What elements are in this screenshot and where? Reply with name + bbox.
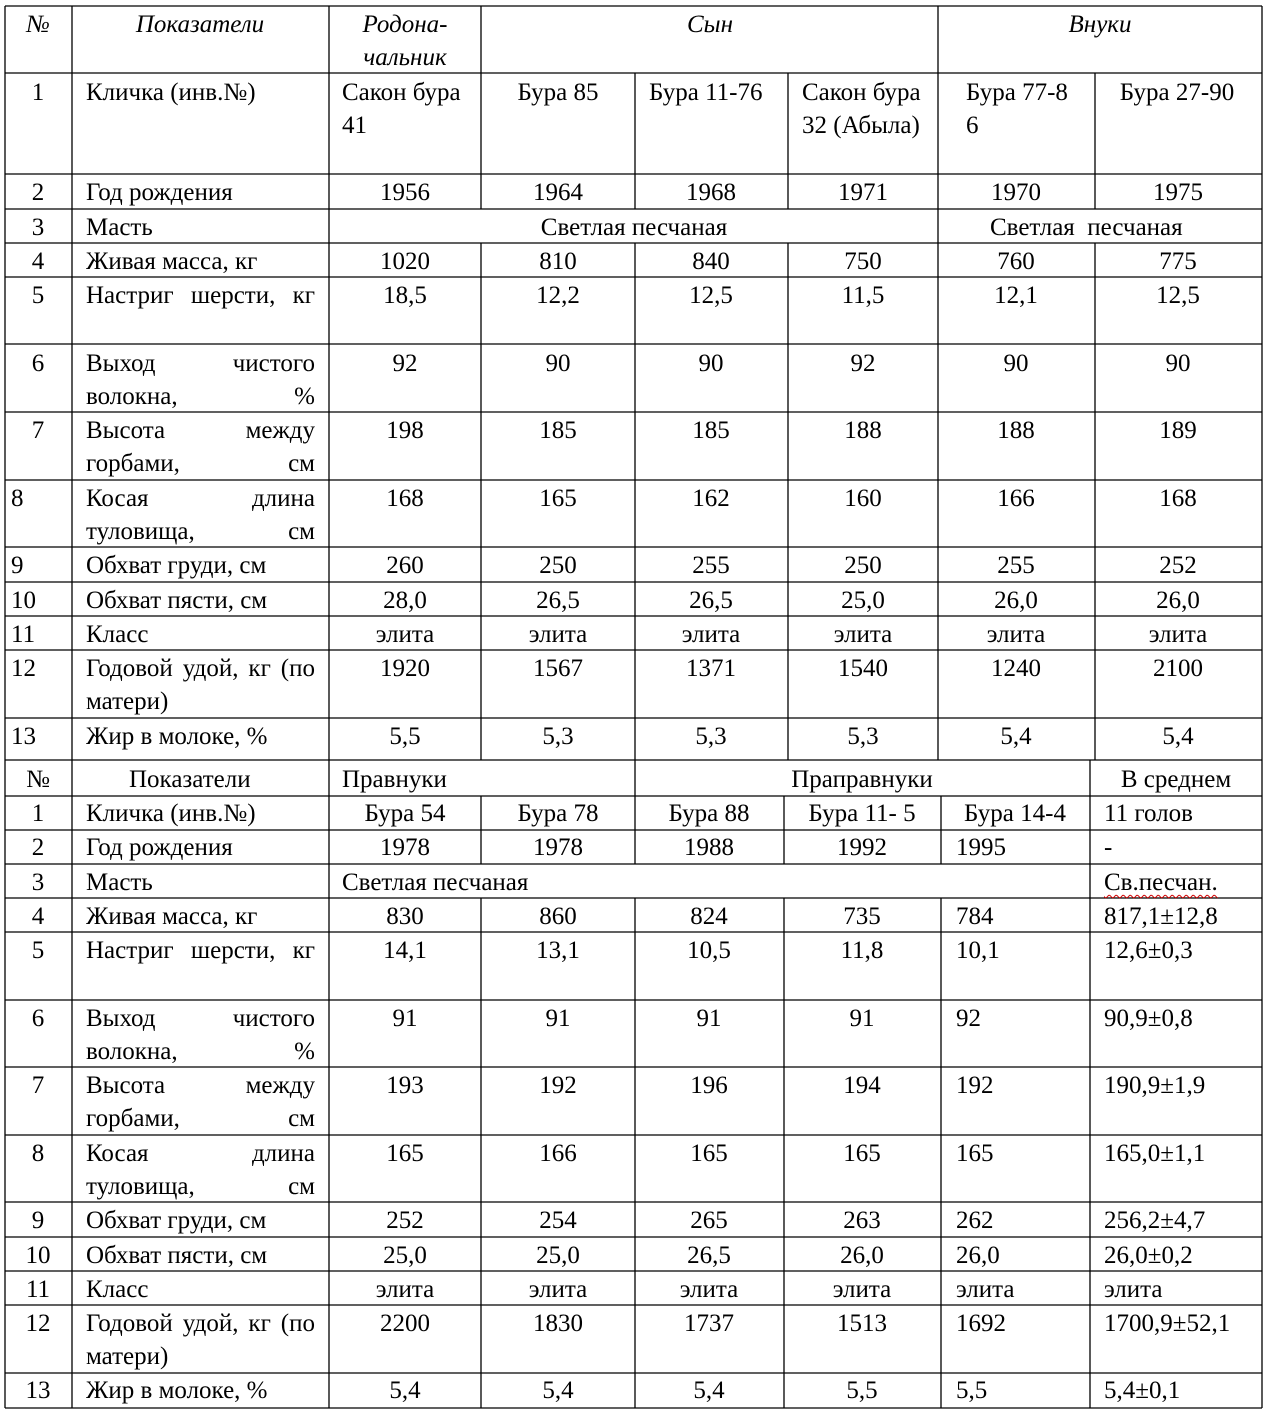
table-cell: 1567 [533, 655, 583, 682]
table-cell: 26,0 [994, 587, 1038, 614]
table-cell: 5,4 [693, 1377, 725, 1404]
table-cell: 256,2±4,7 [1104, 1207, 1206, 1234]
table-cell: 193 [386, 1072, 424, 1099]
row-number: 1 [31, 800, 45, 827]
table-cell: 12,2 [536, 282, 580, 309]
table-cell: 12,5 [689, 282, 733, 309]
year-cell: 1970 [991, 179, 1041, 206]
table-cell: 90 [1003, 350, 1029, 377]
row-number: 13 [11, 723, 36, 750]
row-number: 12 [25, 1310, 51, 1337]
table-cell: 1692 [956, 1310, 1006, 1337]
color-cell: Светлая песчаная [990, 214, 1183, 241]
table-cell: 92 [850, 350, 876, 377]
table-cell: 26,5 [689, 587, 733, 614]
year-cell: 1988 [684, 834, 734, 861]
table-cell: 1513 [837, 1310, 887, 1337]
table-cell: элита [832, 1276, 892, 1303]
table-cell: 250 [539, 552, 577, 579]
table-cell: элита [986, 621, 1046, 648]
table-cell: 13,1 [536, 937, 580, 964]
table-cell: элита [679, 1276, 739, 1303]
table-cell: 25,0 [536, 1242, 580, 1269]
color-cell: Св.песчан. [1104, 869, 1218, 896]
row-number: 4 [31, 903, 45, 930]
table-cell: 12,6±0,3 [1104, 937, 1193, 964]
year-cell: 1978 [380, 834, 430, 861]
label-length: Косая длина туловища, см [86, 485, 315, 545]
row-number: 11 [25, 1276, 51, 1303]
table-cell: элита [375, 621, 435, 648]
header-num: № [26, 11, 50, 38]
row-number: 8 [31, 1140, 45, 1167]
table-cell: 255 [997, 552, 1035, 579]
table-cell: 784 [956, 903, 994, 930]
table-cell: 194 [843, 1072, 881, 1099]
year-cell: 1995 [956, 834, 1006, 861]
table-cell: 190,9±1,9 [1104, 1072, 1206, 1099]
table-cell: 1371 [686, 655, 736, 682]
table-cell: 5,4 [1162, 723, 1194, 750]
table-cell: 775 [1159, 248, 1197, 275]
table-cell: 26,0 [1156, 587, 1200, 614]
row-number: 13 [25, 1377, 51, 1404]
year-cell: 1964 [533, 179, 583, 206]
label-fat: Жир в молоке, % [86, 723, 268, 750]
table-cell: 5,5 [846, 1377, 878, 1404]
header-founder-line2: чальник [363, 44, 447, 71]
label-height: Высота между горбами, см [86, 417, 315, 477]
table-cell: 188 [844, 417, 882, 444]
name-cell: Бура 78 [517, 800, 599, 827]
label-class: Класс [86, 1276, 149, 1303]
table-cell: 11,5 [841, 282, 885, 309]
table-cell: 166 [997, 485, 1035, 512]
label-color: Масть [86, 869, 153, 896]
table-cell: 254 [539, 1207, 577, 1234]
table-cell: 5,4±0,1 [1104, 1377, 1181, 1404]
row-number: 3 [31, 214, 45, 241]
table-cell: 14,1 [383, 937, 427, 964]
table-cell: элита [375, 1276, 435, 1303]
row-number: 6 [31, 350, 45, 377]
color-cell: Светлая песчаная [540, 214, 728, 241]
row-number: 1 [31, 79, 45, 106]
year-cell: 1992 [837, 834, 887, 861]
table-cell: 165 [843, 1140, 881, 1167]
table-cell: 830 [386, 903, 424, 930]
name-cell: Бура 77-86 [966, 79, 1068, 139]
name-cell: Сакон бура 41 [342, 79, 461, 139]
table-cell: 860 [539, 903, 577, 930]
table-cell: элита [956, 1276, 1015, 1303]
table-cell: 26,5 [536, 587, 580, 614]
label-weight: Живая масса, кг [86, 903, 258, 930]
table-cell: 255 [692, 552, 730, 579]
table-cell: элита [1104, 1276, 1163, 1303]
header-average: В среднем [1120, 766, 1232, 793]
table-cell: 263 [843, 1207, 881, 1234]
table-cell: 92 [956, 1005, 981, 1032]
table-cell: 18,5 [383, 282, 427, 309]
header-great-great-grandsons: Праправнуки [791, 766, 933, 793]
table-cell: 1830 [533, 1310, 583, 1337]
header-great-grandsons: Правнуки [342, 766, 447, 793]
year-cell: 1978 [533, 834, 583, 861]
table-cell: 1700,9±52,1 [1104, 1310, 1231, 1337]
table-cell: 192 [539, 1072, 577, 1099]
table-cell: элита [528, 621, 588, 648]
header-indicators: Показатели [129, 766, 251, 793]
table-cell: 10,1 [956, 937, 1000, 964]
label-length: Косая длина туловища, см [86, 1140, 315, 1200]
table-cell: 90 [545, 350, 571, 377]
label-milk: Годовой удой, кг (по матери) [86, 1310, 315, 1370]
table-cell: 10,5 [687, 937, 731, 964]
table-cell: 185 [539, 417, 577, 444]
name-cell: Бура 11- 5 [808, 800, 916, 827]
table-cell: 92 [392, 350, 418, 377]
row-number: 9 [31, 1207, 45, 1234]
year-cell: 1968 [686, 179, 736, 206]
table-cell: 91 [545, 1005, 571, 1032]
header-founder-line1: Родона- [362, 11, 448, 38]
table-cell: 160 [844, 485, 882, 512]
row-number: 2 [31, 834, 45, 861]
table-cell: 252 [1159, 552, 1197, 579]
table-cell: 168 [386, 485, 424, 512]
table-cell: 165 [956, 1140, 994, 1167]
label-weight: Живая масса, кг [86, 248, 258, 275]
header-grandsons: Внуки [1068, 11, 1132, 38]
label-chest: Обхват груди, см [86, 1207, 267, 1234]
table-cell: 1920 [380, 655, 430, 682]
name-cell: Бура 11-76 [649, 79, 763, 106]
header-indicators: Показатели [135, 11, 265, 38]
table-cell: 250 [844, 552, 882, 579]
row-number: 8 [11, 485, 24, 512]
table-cell: 188 [997, 417, 1035, 444]
table-cell: 12,5 [1156, 282, 1200, 309]
table-cell: 2200 [380, 1310, 430, 1337]
row-number: 7 [31, 1072, 45, 1099]
table-cell: 2100 [1153, 655, 1203, 682]
row-number: 5 [31, 937, 45, 964]
table-cell: 1240 [991, 655, 1041, 682]
label-height: Высота между горбами, см [86, 1072, 315, 1132]
table-cell: 91 [849, 1005, 875, 1032]
table-cell: 192 [956, 1072, 994, 1099]
label-chest: Обхват груди, см [86, 552, 267, 579]
table-cell: 189 [1159, 417, 1197, 444]
table-cell: 90 [1165, 350, 1191, 377]
year-cell: - [1104, 834, 1113, 861]
table-cell: 196 [690, 1072, 728, 1099]
label-color: Масть [86, 214, 153, 241]
table-cell: 198 [386, 417, 424, 444]
table-cell: 750 [844, 248, 882, 275]
name-cell: Бура 27-90 [1119, 79, 1235, 106]
table-cell: 25,0 [841, 587, 885, 614]
table-cell: 5,5 [956, 1377, 988, 1404]
table-cell: 5,4 [389, 1377, 421, 1404]
row-number: 2 [31, 179, 45, 206]
label-year: Год рождения [86, 834, 233, 861]
row-number: 12 [11, 655, 36, 682]
table-cell: 12,1 [994, 282, 1038, 309]
table-cell: 165 [690, 1140, 728, 1167]
name-cell: Бура 14-4 [964, 800, 1066, 827]
label-fiber: Выход чистого волокна, % [86, 350, 315, 410]
row-number: 6 [31, 1005, 45, 1032]
table-cell: 1737 [684, 1310, 734, 1337]
table-cell: 26,0 [840, 1242, 884, 1269]
table-cell: 265 [690, 1207, 728, 1234]
table-cell: 5,4 [1000, 723, 1032, 750]
header-son: Сын [686, 11, 734, 38]
name-cell: Бура 54 [364, 800, 446, 827]
row-number: 11 [11, 621, 36, 648]
label-fiber: Выход чистого волокна, % [86, 1005, 315, 1065]
label-metacarpus: Обхват пясти, см [86, 587, 268, 614]
year-cell: 1956 [380, 179, 430, 206]
table-cell: 252 [386, 1207, 424, 1234]
table-cell: 5,3 [847, 723, 879, 750]
header-num: № [26, 766, 50, 793]
label-wool: Настриг шерсти, кг [86, 937, 315, 964]
table-cell: элита [833, 621, 893, 648]
table-cell: 840 [692, 248, 730, 275]
table-cell: 1540 [838, 655, 888, 682]
table-cell: 25,0 [383, 1242, 427, 1269]
table-cell: элита [528, 1276, 588, 1303]
table-cell: 5,4 [542, 1377, 574, 1404]
name-cell: Сакон бура 32 (Абыла) [802, 79, 921, 139]
color-cell: Светлая песчаная [342, 869, 529, 896]
row-number: 9 [11, 552, 24, 579]
table-cell: 162 [692, 485, 730, 512]
year-cell: 1971 [838, 179, 888, 206]
table-cell: 91 [392, 1005, 418, 1032]
table-cell: 262 [956, 1207, 994, 1234]
name-cell: Бура 88 [668, 800, 750, 827]
row-number: 10 [11, 587, 36, 614]
label-fat: Жир в молоке, % [86, 1377, 268, 1404]
table-cell: 26,0±0,2 [1104, 1242, 1193, 1269]
row-number: 10 [25, 1242, 51, 1269]
table-cell: 817,1±12,8 [1104, 903, 1218, 930]
table-cell: 185 [692, 417, 730, 444]
table-cell: 168 [1159, 485, 1197, 512]
table-cell: 735 [843, 903, 881, 930]
table-cell: 5,5 [389, 723, 421, 750]
row-number: 7 [31, 417, 45, 444]
table-cell: 824 [690, 903, 728, 930]
label-wool: Настриг шерсти, кг [86, 282, 315, 309]
label-class: Класс [86, 621, 149, 648]
table-cell: 90,9±0,8 [1104, 1005, 1193, 1032]
row-number: 5 [31, 282, 45, 309]
table-cell: 165,0±1,1 [1104, 1140, 1206, 1167]
name-cell: 11 голов [1104, 800, 1193, 827]
table-cell: 260 [386, 552, 424, 579]
table-cell: элита [1148, 621, 1208, 648]
label-name: Кличка (инв.№) [86, 800, 256, 827]
table-cell: 91 [696, 1005, 722, 1032]
table-cell: 760 [997, 248, 1035, 275]
label-year: Год рождения [86, 179, 233, 206]
label-milk: Годовой удой, кг (по матери) [86, 655, 315, 715]
label-name: Кличка (инв.№) [86, 79, 256, 106]
table-cell: элита [681, 621, 741, 648]
label-metacarpus: Обхват пясти, см [86, 1242, 268, 1269]
table-cell: 166 [539, 1140, 577, 1167]
table-cell: 11,8 [840, 937, 884, 964]
name-cell: Бура 85 [517, 79, 599, 106]
table-cell: 5,3 [695, 723, 727, 750]
table-cell: 28,0 [383, 587, 427, 614]
row-number: 4 [31, 248, 45, 275]
table-cell: 26,0 [956, 1242, 1000, 1269]
table-cell: 165 [539, 485, 577, 512]
table-cell: 90 [698, 350, 724, 377]
table-cell: 1020 [380, 248, 430, 275]
table-cell: 26,5 [687, 1242, 731, 1269]
row-number: 3 [31, 869, 45, 896]
table-cell: 165 [386, 1140, 424, 1167]
year-cell: 1975 [1153, 179, 1203, 206]
table-cell: 810 [539, 248, 577, 275]
table-cell: 5,3 [542, 723, 574, 750]
